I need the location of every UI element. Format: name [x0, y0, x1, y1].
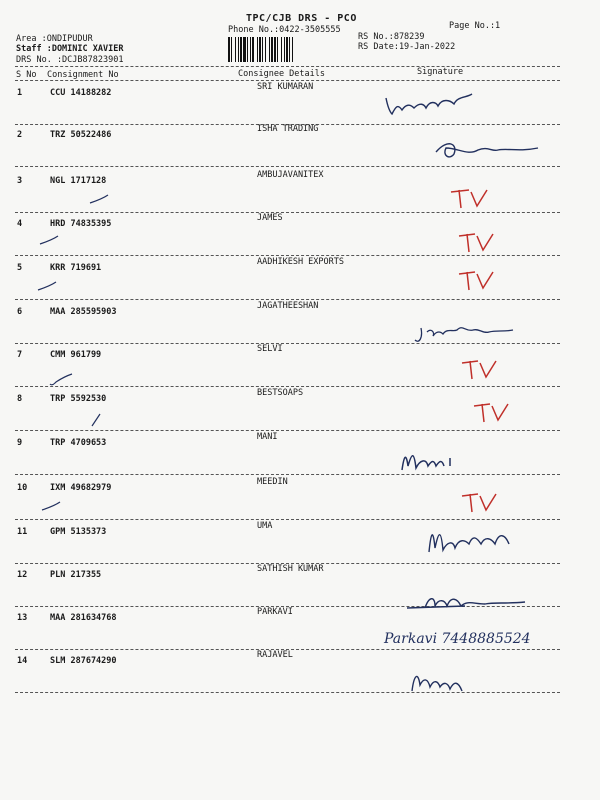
row-consignee: MEEDIN: [257, 477, 288, 487]
row-consignment-no: PLN 217355: [50, 570, 102, 580]
row-consignment-no: MAA 285595903: [50, 307, 117, 317]
tick-mark-row-10: [40, 500, 62, 514]
document-title: TPC/CJB DRS - PCO: [246, 13, 357, 24]
tv-mark-row-8: [470, 400, 514, 426]
row-sno: 14: [17, 656, 28, 666]
row-sno: 12: [17, 570, 28, 580]
row-sno: 9: [17, 438, 23, 448]
row-consignment-no: CMM 961799: [50, 350, 102, 360]
row-divider: [15, 299, 560, 300]
row-consignment-no: MAA 281634768: [50, 613, 117, 623]
tv-mark-row-3: [447, 186, 491, 212]
row-consignee: JAGATHEESHAN: [257, 301, 319, 311]
row-consignment-no: CCU 14188282: [50, 88, 112, 98]
column-consignment: Consignment No: [47, 70, 119, 80]
row-divider: [15, 474, 560, 475]
row-sno: 10: [17, 483, 28, 493]
tick-mark-row-5: [36, 280, 58, 294]
row-divider: [15, 212, 560, 213]
drs-number: DRS No. :DCJB87823901: [16, 55, 124, 65]
row-divider: [15, 166, 560, 167]
row-divider: [15, 692, 560, 693]
row-consignee: RAJAVEL: [257, 650, 293, 660]
handwritten-phone-note: Parkavi 7448885524: [384, 631, 531, 647]
row-sno: 4: [17, 219, 23, 229]
staff-field: Staff :DOMINIC XAVIER: [16, 44, 124, 54]
header-divider-bottom: [15, 80, 560, 81]
row-consignee: SATHISH KUMAR: [257, 564, 324, 574]
row-consignment-no: KRR 719691: [50, 263, 102, 273]
row-sno: 5: [17, 263, 23, 273]
signature-row-6: [413, 318, 533, 348]
column-signature: Signature: [417, 67, 464, 77]
row-consignment-no: TRP 4709653: [50, 438, 107, 448]
row-consignment-no: IXM 49682979: [50, 483, 112, 493]
row-sno: 1: [17, 88, 23, 98]
row-consignment-no: GPM 5135373: [50, 527, 107, 537]
row-consignee: UMA: [257, 521, 273, 531]
tv-mark-row-7: [458, 357, 502, 383]
row-consignee: MANI: [257, 432, 278, 442]
column-sno: S No: [16, 70, 37, 80]
row-sno: 11: [17, 527, 28, 537]
row-sno: 3: [17, 176, 23, 186]
row-sno: 7: [17, 350, 23, 360]
row-consignment-no: TRZ 50522486: [50, 130, 112, 140]
row-consignee: ISHA TRADING: [257, 124, 319, 134]
row-consignment-no: NGL 1717128: [50, 176, 107, 186]
area-field: Area :ONDIPUDUR: [16, 34, 93, 44]
signature-row-12: [405, 590, 535, 620]
row-sno: 13: [17, 613, 28, 623]
row-consignee: BESTSOAPS: [257, 388, 304, 398]
row-divider: [15, 430, 560, 431]
row-divider: [15, 519, 560, 520]
barcode-image: [226, 37, 354, 62]
row-consignment-no: TRP 5592530: [50, 394, 107, 404]
rs-date: RS Date:19-Jan-2022: [358, 42, 456, 52]
tick-mark-row-8: [90, 412, 104, 428]
row-consignee: JAMES: [257, 213, 283, 223]
signature-row-11: [425, 522, 525, 558]
tick-mark-row-7: [48, 372, 74, 388]
signature-row-1: [380, 84, 490, 124]
header-divider-top: [15, 66, 560, 67]
row-consignee: PARKAVI: [257, 607, 293, 617]
row-sno: 2: [17, 130, 23, 140]
signature-row-2: [428, 134, 548, 164]
row-consignment-no: SLM 287674290: [50, 656, 117, 666]
row-consignee: AADHIKESH EXPORTS: [257, 257, 344, 267]
signature-row-9: [398, 446, 478, 476]
tv-mark-row-4: [455, 230, 499, 256]
row-consignee: SELVI: [257, 344, 283, 354]
tick-mark-row-3: [88, 193, 110, 207]
row-consignee: SRI KUMARAN: [257, 82, 314, 92]
tv-mark-row-10: [458, 490, 502, 516]
tv-mark-row-5: [455, 268, 499, 294]
row-divider: [15, 386, 560, 387]
column-consignee: Consignee Details: [238, 69, 325, 79]
row-consignee: AMBUJAVANITEX: [257, 170, 324, 180]
signature-row-14: [408, 667, 478, 695]
row-consignment-no: HRD 74835395: [50, 219, 112, 229]
tick-mark-row-4: [38, 234, 60, 248]
row-sno: 8: [17, 394, 23, 404]
row-sno: 6: [17, 307, 23, 317]
phone-number: Phone No.:0422-3505555: [228, 25, 341, 35]
page-number: Page No.:1: [449, 21, 501, 31]
rs-number: RS No.:878239: [358, 32, 425, 42]
